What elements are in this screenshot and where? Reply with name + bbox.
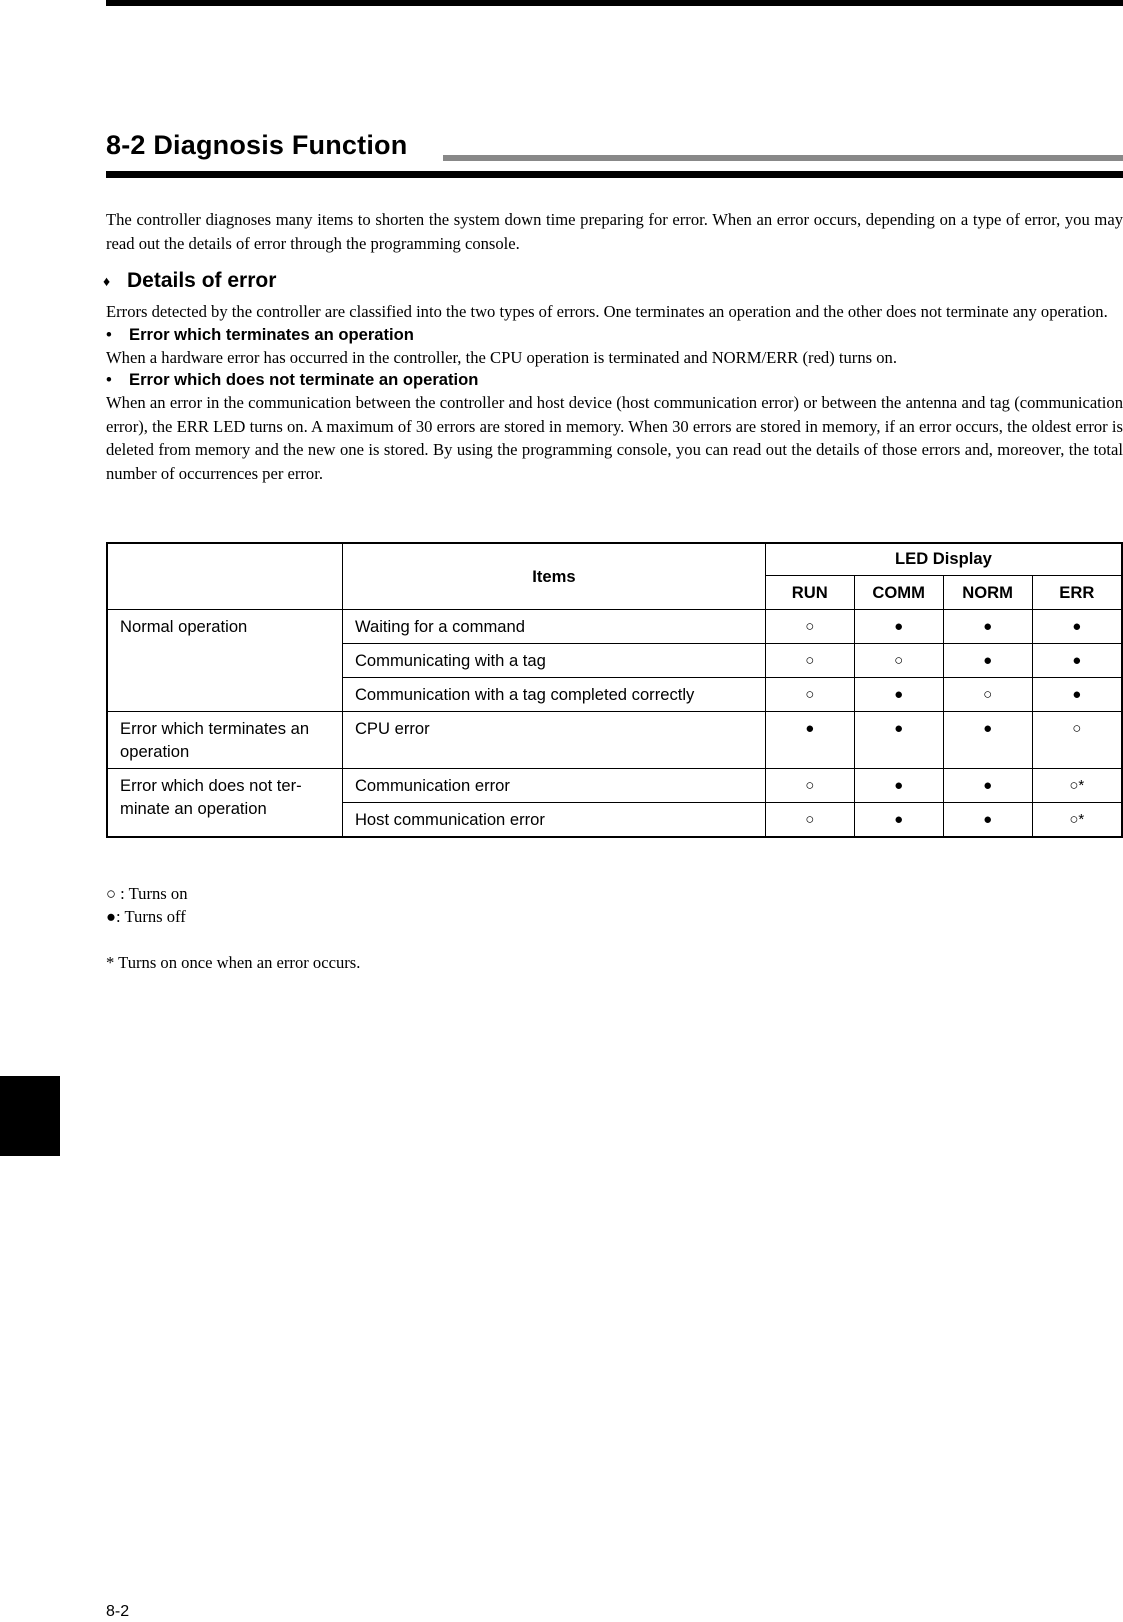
title-gray-rule bbox=[443, 155, 1123, 161]
item-cell: Waiting for a command bbox=[342, 610, 765, 644]
led-run-cell: ○ bbox=[765, 644, 854, 678]
led-run-cell: ○ bbox=[765, 678, 854, 712]
title-black-rule bbox=[106, 171, 1123, 178]
chapter-tab bbox=[0, 1076, 60, 1156]
page-title: 8-2 Diagnosis Function bbox=[106, 130, 408, 160]
bullet-1-text: When a hardware error has occurred in the controller, the CPU operation is terminated and NORM/ERR (red) turns on. bbox=[106, 347, 897, 367]
led-col-err: ERR bbox=[1032, 576, 1122, 610]
body-text bbox=[103, 208, 1123, 485]
bullet-dot-icon: • bbox=[106, 370, 112, 389]
item-cell: Communication error bbox=[342, 769, 765, 803]
bullet-1-title bbox=[106, 324, 1123, 346]
led-err-cell: ● bbox=[1032, 610, 1122, 644]
bullet-1-title-text: Error which terminates an operation bbox=[129, 324, 414, 344]
led-run-cell: ○ bbox=[765, 610, 854, 644]
led-comm-cell: ● bbox=[854, 769, 943, 803]
legend-on: ○ : Turns on bbox=[106, 884, 188, 903]
table-header-row bbox=[107, 543, 1122, 576]
item-cell: Host communication error bbox=[342, 803, 765, 838]
item-cell: CPU error bbox=[342, 712, 765, 769]
led-norm-cell: ● bbox=[943, 803, 1032, 838]
item-cell: Communicating with a tag bbox=[342, 644, 765, 678]
legend-note: * Turns on once when an error occurs. bbox=[106, 953, 361, 972]
led-display-header: LED Display bbox=[765, 543, 1122, 576]
group-cell: Normal operation bbox=[107, 610, 342, 712]
led-err-cell: ● bbox=[1032, 678, 1122, 712]
led-comm-cell: ● bbox=[854, 610, 943, 644]
group-cell: Error which terminates an operation bbox=[107, 712, 342, 769]
legend bbox=[106, 882, 360, 974]
items-header: Items bbox=[342, 543, 765, 610]
blank-header-cell bbox=[107, 543, 342, 610]
led-norm-cell: ○ bbox=[943, 678, 1032, 712]
led-norm-cell: ● bbox=[943, 712, 1032, 769]
led-err-cell: ○ bbox=[1032, 712, 1122, 769]
item-cell: Communication with a tag completed correctly bbox=[342, 678, 765, 712]
table-row bbox=[107, 610, 1122, 644]
bullet-2-title bbox=[106, 369, 1123, 391]
led-col-run: RUN bbox=[765, 576, 854, 610]
page-number: 8-2 bbox=[106, 1603, 130, 1620]
led-norm-cell: ● bbox=[943, 610, 1032, 644]
details-heading bbox=[103, 268, 1123, 294]
led-err-cell: ○* bbox=[1032, 769, 1122, 803]
led-run-cell: ○ bbox=[765, 803, 854, 838]
diamond-bullet-icon: ♦ bbox=[103, 273, 111, 289]
bullet-2-text: When an error in the communication between the controller and host device (host communication error) or between the antenna and tag (communication error), the ERR LED turns on. A maximum of 30 errors are stored in memory. When 30 errors are stored in memory, if an error occurs, the oldest error is deleted from memory and the new one is stored. By using the programming console, you can read out the details of those errors and, moreover, the total number of occurrences per error. bbox=[106, 393, 1123, 483]
led-err-cell: ○* bbox=[1032, 803, 1122, 838]
led-norm-cell: ● bbox=[943, 769, 1032, 803]
led-err-cell: ● bbox=[1032, 644, 1122, 678]
led-comm-cell: ● bbox=[854, 803, 943, 838]
legend-off: ●: Turns off bbox=[106, 907, 186, 926]
led-run-cell: ○ bbox=[765, 769, 854, 803]
led-comm-cell: ● bbox=[854, 678, 943, 712]
details-paragraph: Errors detected by the controller are classified into the two types of errors. One terminates an operation and the other does not terminate any operation. bbox=[106, 302, 1108, 321]
table-row bbox=[107, 769, 1122, 803]
table-row bbox=[107, 712, 1122, 769]
led-comm-cell: ○ bbox=[854, 644, 943, 678]
top-rule bbox=[106, 0, 1123, 6]
bullet-dot-icon: • bbox=[106, 324, 112, 344]
led-status-table bbox=[106, 542, 1123, 838]
led-run-cell: ● bbox=[765, 712, 854, 769]
led-col-comm: COMM bbox=[854, 576, 943, 610]
led-col-norm: NORM bbox=[943, 576, 1032, 610]
details-heading-text: Details of error bbox=[127, 269, 277, 292]
led-norm-cell: ● bbox=[943, 644, 1032, 678]
group-cell: Error which does not ter-minate an operation bbox=[107, 769, 342, 838]
intro-paragraph: The controller diagnoses many items to shorten the system down time preparing for error. When an error occurs, depending on a type of error, you may read out the details of error through the programming console. bbox=[106, 210, 1123, 253]
section-header bbox=[106, 126, 1123, 178]
led-comm-cell: ● bbox=[854, 712, 943, 769]
bullet-2-title-text: Error which does not terminate an operation bbox=[129, 370, 479, 389]
